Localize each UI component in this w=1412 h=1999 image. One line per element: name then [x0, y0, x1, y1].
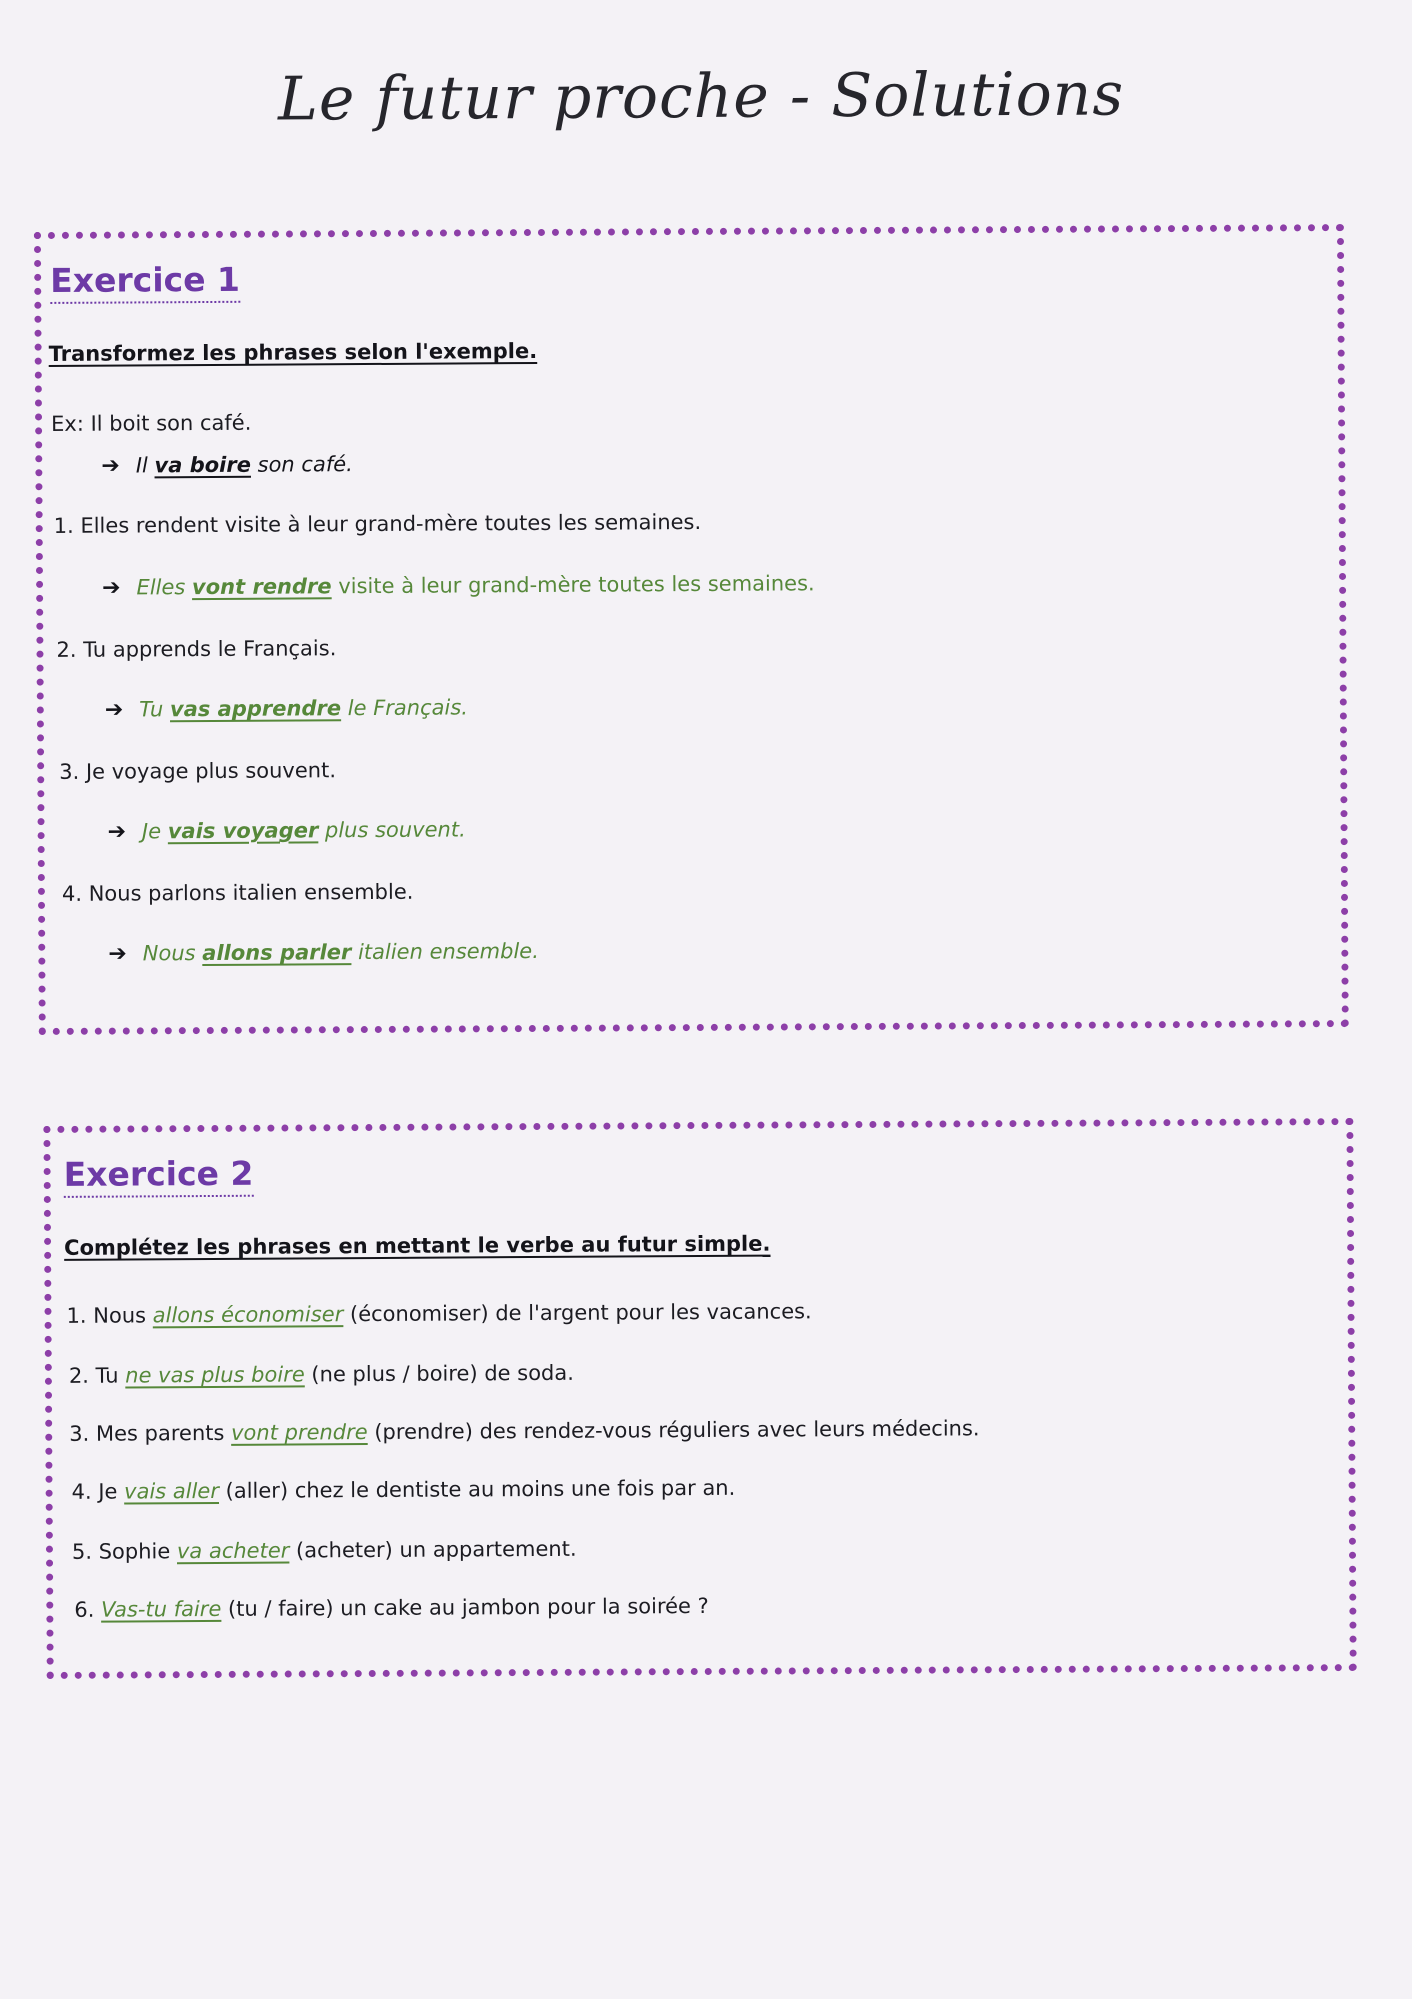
ex1-question-3: 3. Je voyage plus souvent.: [59, 758, 337, 784]
exercise-2-instruction: Complétez les phrases en mettant le verbe au futur simple.: [64, 1231, 771, 1260]
ex1-answer-2-pre: Tu: [139, 697, 171, 722]
ex2-item-5-post: (acheter) un appartement.: [289, 1536, 577, 1563]
ex1-answer-1-pre: Elles: [136, 575, 193, 600]
ex2-item-2-post: (ne plus / boire) de soda.: [304, 1360, 574, 1387]
ex2-item-4: [72, 1476, 736, 1504]
arrow-right-icon: ➔: [107, 819, 127, 845]
ex2-item-6-answer: Vas-tu faire: [100, 1596, 222, 1622]
ex2-item-6-post: (tu / faire) un cake au jambon pour la soirée ?: [221, 1593, 709, 1621]
ex2-item-1-post: (économiser) de l'argent pour les vacances.: [343, 1299, 812, 1327]
ex1-answer-4: [108, 939, 539, 967]
ex2-item-3-answer: vont prendre: [231, 1420, 368, 1445]
ex1-answer-1: [102, 571, 815, 600]
arrow-right-icon: ➔: [108, 941, 127, 967]
example-question: Ex: Il boit son café.: [51, 410, 252, 436]
ex2-item-5: [72, 1537, 577, 1564]
example-answer: [101, 452, 353, 479]
ex2-item-5-answer: va acheter: [176, 1538, 290, 1564]
ex1-question-2: 2. Tu apprends le Français.: [56, 636, 337, 662]
ex2-item-2-answer: ne vas plus boire: [125, 1362, 305, 1388]
ex1-answer-4-post: italien ensemble.: [351, 938, 539, 965]
ex1-answer-1-post: visite à leur grand-mère toutes les semaines.: [331, 571, 815, 599]
ex1-answer-2-post: le Français.: [340, 695, 469, 721]
ex1-answer-4-pre: Nous: [142, 941, 203, 966]
ex1-answer-3: [107, 817, 465, 844]
ex2-item-6: [74, 1594, 709, 1622]
ex1-answer-3-pre: Je: [141, 819, 168, 844]
arrow-right-icon: ➔: [102, 575, 121, 601]
exercise-1-instruction: Transformez les phrases selon l'exemple.: [48, 338, 538, 366]
ex2-item-4-post: (aller) chez le dentiste au moins une fois par an.: [218, 1475, 736, 1503]
ex2-item-1-pre: 1. Nous: [66, 1303, 153, 1328]
ex1-question-1: 1. Elles rendent visite à leur grand-mère toutes les semaines.: [53, 509, 702, 538]
ex1-answer-1-verb: vont rendre: [191, 574, 332, 600]
ex1-answer-2: [105, 695, 468, 722]
ex2-item-1: [66, 1299, 811, 1328]
ex2-item-2-pre: 2. Tu: [68, 1363, 126, 1388]
page-title: Le futur proche - Solutions: [277, 59, 1125, 135]
ex2-item-4-answer: vais aller: [124, 1478, 220, 1504]
example-answer-verb: va boire: [154, 452, 251, 478]
example-answer-pre: Il: [135, 453, 155, 478]
ex2-item-3-post: (prendre) des rendez-vous réguliers avec leurs médecins.: [367, 1416, 980, 1445]
ex2-item-1-answer: allons économiser: [152, 1302, 344, 1328]
ex2-item-4-pre: 4. Je: [71, 1479, 125, 1504]
ex1-answer-4-verb: allons parler: [202, 940, 352, 966]
arrow-right-icon: ➔: [104, 697, 124, 723]
ex2-item-2: [69, 1361, 574, 1388]
ex1-answer-3-verb: vais voyager: [167, 818, 319, 844]
example-answer-post: son café.: [250, 452, 353, 477]
ex1-answer-2-verb: vas apprendre: [169, 696, 342, 722]
arrow-right-icon: ➔: [101, 453, 120, 479]
ex2-item-6-pre: 6.: [74, 1597, 102, 1622]
ex2-item-3-pre: 3. Mes parents: [69, 1420, 232, 1446]
exercise-1-heading: Exercice 1: [50, 261, 240, 304]
exercise-2-heading: Exercice 2: [64, 1155, 254, 1198]
ex2-item-5-pre: 5. Sophie: [71, 1539, 178, 1564]
ex1-answer-3-post: plus souvent.: [318, 817, 466, 843]
ex1-question-4: 4. Nous parlons italien ensemble.: [61, 879, 414, 906]
